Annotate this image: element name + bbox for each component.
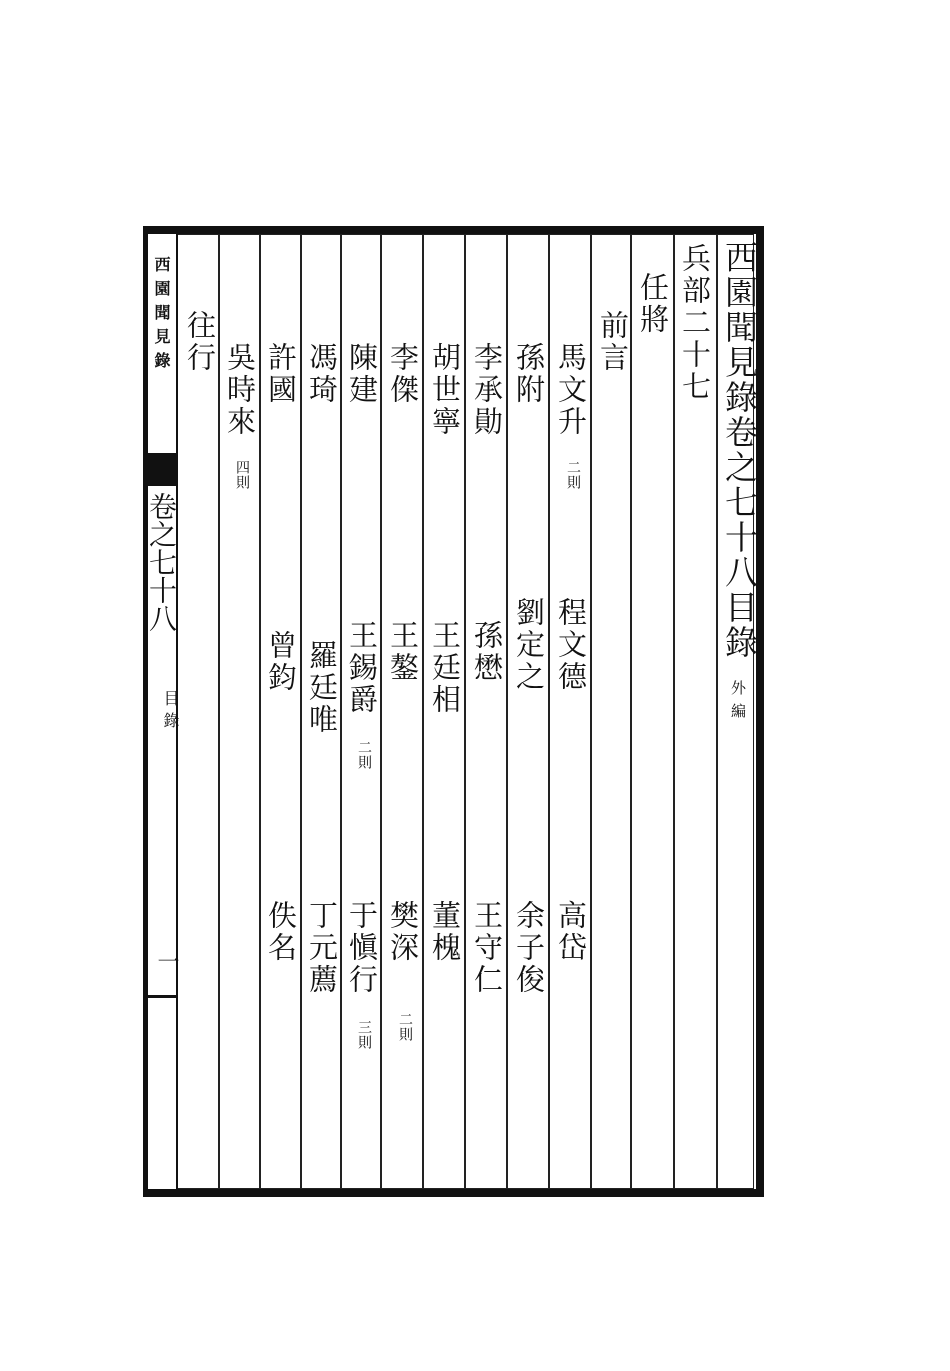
margin-book-title: 西園聞見錄 [152,256,171,376]
entry-name: 劉定之 [512,597,546,693]
page-number: 一 [154,950,179,975]
entry-name: 余子俊 [512,900,546,996]
margin-tick [146,995,176,998]
entry-name: 于愼行 [345,900,379,996]
entry-name: 李傑 [386,342,420,406]
column-rule [380,234,382,1189]
preface-entry: 前言 [596,310,630,374]
entry-name: 曾鈞 [264,630,298,694]
category-heading: 任將 [636,272,670,336]
column-rule [464,234,466,1189]
entry-name: 樊深 [386,900,420,964]
category-heading: 往行 [183,310,217,374]
entry-name: 胡世寧 [428,342,462,438]
entry-name: 孫懋 [470,620,504,684]
column-rule [259,234,261,1189]
column-rule [673,234,675,1189]
entry-note: 三則 [356,1020,372,1050]
margin-section-label: 目錄 [161,690,180,734]
entry-name: 丁元薦 [305,900,339,996]
entry-name: 王廷相 [428,620,462,716]
entry-name: 孫附 [512,342,546,406]
entry-note: 四則 [234,460,250,490]
edition-label: 外編 [729,680,747,726]
entry-name: 羅廷唯 [305,640,339,736]
entry-name: 王鏊 [386,620,420,684]
column-rule [300,234,302,1189]
entry-name: 吳時來 [223,342,257,438]
entry-name: 李承勛 [470,342,504,438]
margin-volume: 卷之七十八 [145,492,178,632]
entry-name: 馬文升 [554,342,588,438]
entry-note: 二則 [397,1012,413,1042]
document-title: 西園聞見錄卷之七十八目錄 [720,240,759,660]
entry-name: 王守仁 [470,900,504,996]
entry-note: 二則 [356,740,372,770]
column-rule [422,234,424,1189]
entry-name: 董槐 [428,900,462,964]
fish-tail-mark [146,453,176,486]
column-rule [716,234,718,1189]
entry-name: 陳建 [345,342,379,406]
column-rule [506,234,508,1189]
entry-name: 許國 [264,342,298,406]
entry-name: 佚名 [264,900,298,964]
column-rule [548,234,550,1189]
column-rule [630,234,632,1189]
entry-name: 馮琦 [305,342,339,406]
entry-name: 王錫爵 [345,620,379,716]
column-rule [218,234,220,1189]
column-rule [590,234,592,1189]
entry-name: 高岱 [554,900,588,964]
section-heading: 兵部二十七 [678,243,712,403]
entry-name: 程文德 [554,597,588,693]
column-rule [340,234,342,1189]
entry-note: 二則 [565,460,581,490]
